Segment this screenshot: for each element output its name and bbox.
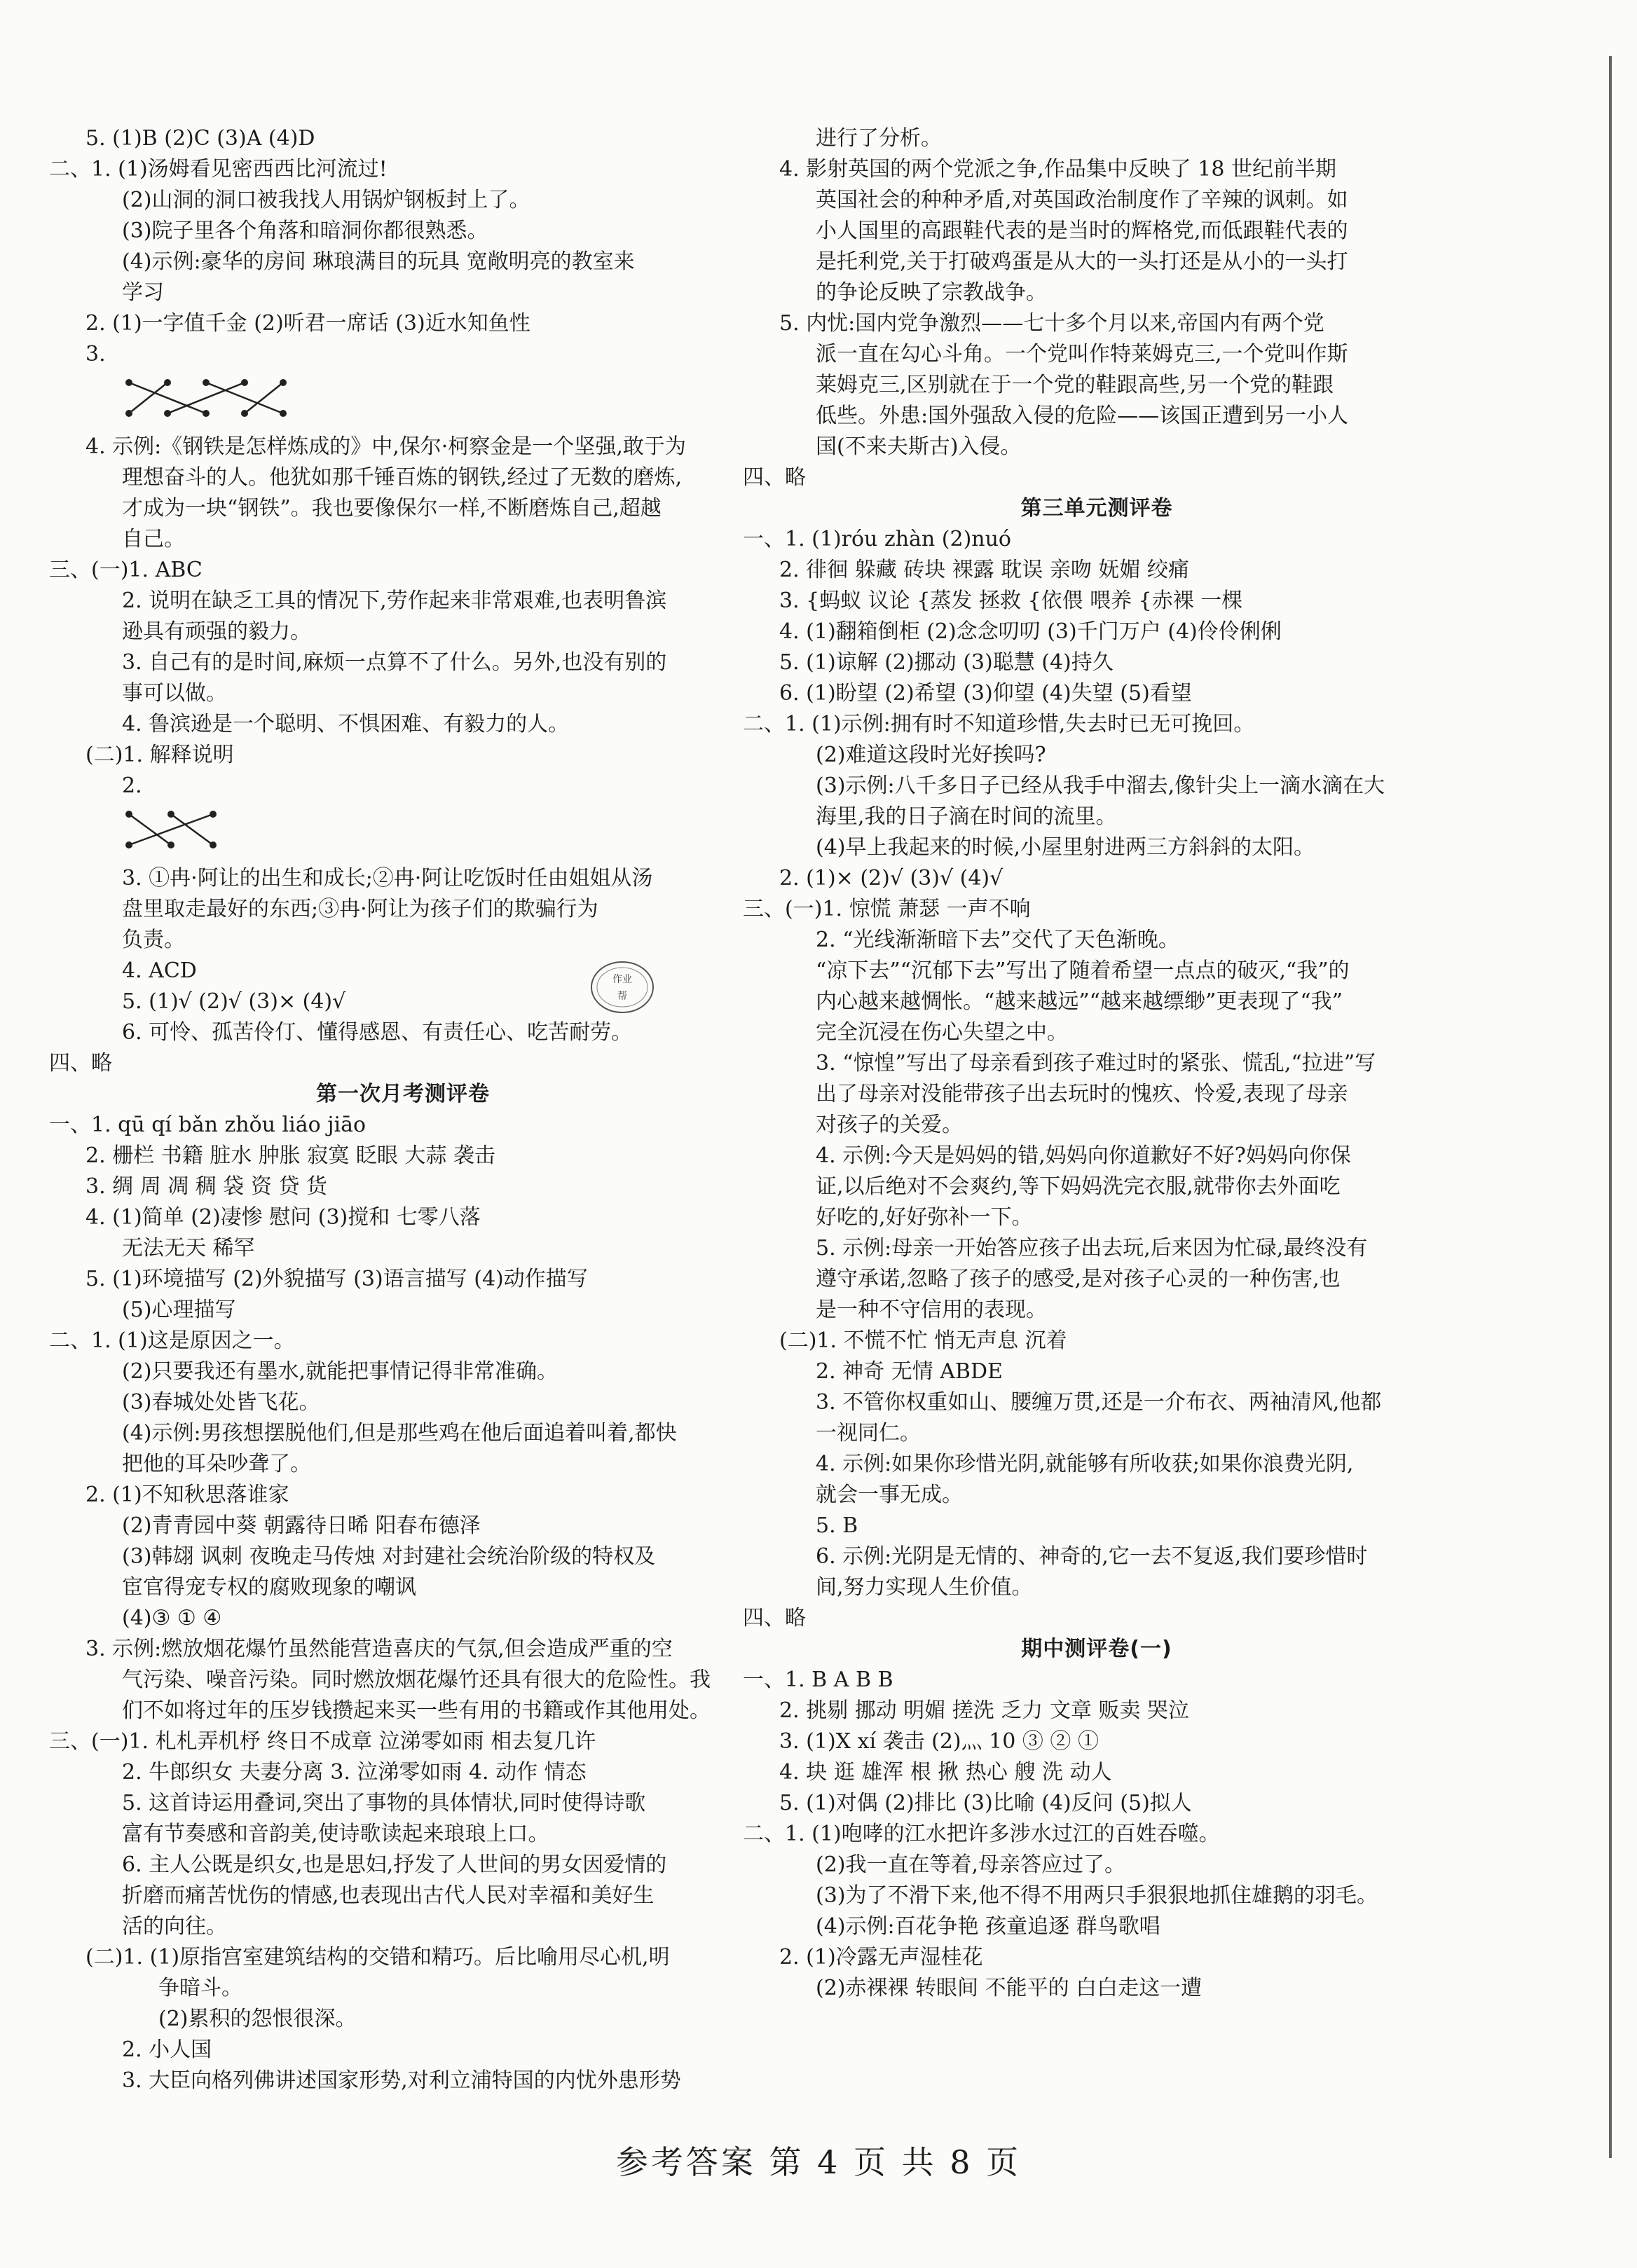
answer-line: 一、1. qū qí bǎn zhǒu liáo jiāo (49, 1113, 367, 1137)
answer-line: 6. (1)盼望 (2)希望 (3)仰望 (4)失望 (5)看望 (779, 681, 1192, 706)
answer-line: 三、(一)1. 札札弄机杼 终日不成章 泣涕零如雨 相去复几许 (49, 1729, 596, 1754)
answer-line: 理想奋斗的人。他犹如那千锤百炼的钢铁,经过了无数的磨炼, (122, 465, 683, 490)
answer-line: (3)春城处处皆飞花。 (122, 1390, 320, 1415)
section-heading: 第一次月考测评卷 (316, 1082, 490, 1106)
answer-line: 3. (85, 342, 106, 366)
answer-line: 一、1. (1)róu zhàn (2)nuó (743, 527, 1011, 551)
answer-line: 进行了分析。 (816, 126, 942, 151)
matching-line (206, 383, 283, 413)
answer-line: 间,努力实现人生价值。 (816, 1575, 1033, 1600)
answer-line: 海里,我的日子滴在时间的流里。 (816, 804, 1117, 829)
answer-line: 6. 示例:光阴是无情的、神奇的,它一去不复返,我们要珍惜时 (816, 1544, 1368, 1569)
answer-line: 一、1. B A B B (743, 1668, 893, 1692)
right-column (743, 123, 1451, 2004)
answer-line: 二、1. (1)这是原因之一。 (49, 1328, 295, 1353)
answer-line: 折磨而痛苦忧伤的情感,也表现出古代人民对幸福和美好生 (122, 1883, 655, 1908)
answer-line: 才成为一块“钢铁”。我也要像保尔一样,不断磨炼自己,超越 (122, 496, 662, 521)
answer-line: 2. (1)× (2)√ (3)√ (4)√ (779, 866, 1004, 891)
answer-line: (2)山洞的洞口被我找人用锅炉钢板封上了。 (122, 188, 530, 212)
matching-diagram-2 (122, 802, 290, 862)
answer-line: “凉下去”“沉郁下去”写出了随着希望一点点的破灭,“我”的 (816, 958, 1350, 983)
left-column (49, 123, 757, 2096)
matching-line (171, 814, 213, 845)
answer-line: 学习 (122, 280, 164, 305)
answer-line: 5. 内忧:国内党争激烈——七十多个月以来,帝国内有两个党 (779, 311, 1324, 336)
answer-line: 证,以后绝对不会爽约,等下妈妈洗完衣服,就带你去外面吃 (816, 1174, 1341, 1199)
answer-line: 出了母亲对没能带孩子出去玩时的愧疚、怜爱,表现了母亲 (816, 1082, 1348, 1106)
answer-line: 无法无天 稀罕 (122, 1236, 255, 1260)
answer-line: 3. {蚂蚁 议论 {蒸发 拯救 {依偎 喂养 {赤裸 一棵 (779, 589, 1243, 613)
matching-line (245, 383, 283, 413)
stamp-logo (589, 958, 656, 1016)
answer-line: 4. 示例:如果你珍惜光阴,就能够有所收获;如果你浪费光阴, (816, 1452, 1354, 1476)
answer-line: 3. 大臣向格列佛讲述国家形势,对利立浦特国的内忧外患形势 (122, 2068, 681, 2093)
answer-line: (二)1. 不慌不忙 悄无声息 沉着 (779, 1328, 1067, 1353)
answer-line: 2. (1)不知秋思落谁家 (85, 1483, 289, 1507)
answer-line: (5)心理描写 (122, 1298, 236, 1322)
section-heading: 第三单元测评卷 (1020, 496, 1173, 521)
answer-line: (2)难道这段时光好挨吗? (816, 743, 1046, 767)
matching-diagram-1-wrap (49, 370, 757, 432)
answer-line: 5. (1)环境描写 (2)外貌描写 (3)语言描写 (4)动作描写 (85, 1267, 588, 1291)
answer-line: 是托利党,关于打破鸡蛋是从大的一头打还是从小的一头打 (816, 249, 1348, 274)
answer-line: 5. (1)√ (2)√ (3)× (4)√ (122, 989, 346, 1014)
answer-line: (3)示例:八千多日子已经从我手中溜去,像针尖上一滴水滴在大 (816, 774, 1385, 798)
answer-line: 4. 示例:今天是妈妈的错,妈妈向你道歉好不好?妈妈向你保 (816, 1143, 1351, 1168)
answer-line: 内心越来越惆怅。“越来越远”“越来越缥缈”更表现了“我” (816, 989, 1343, 1014)
answer-line: 4. ACD (122, 958, 197, 983)
answer-line: 逊具有顽强的毅力。 (122, 619, 311, 644)
answer-line: (二)1. 解释说明 (85, 743, 234, 767)
answer-line: 一视同仁。 (816, 1421, 921, 1445)
answer-line: (3)院子里各个角落和暗洞你都很熟悉。 (122, 219, 488, 243)
answer-line: 争暗斗。 (158, 1976, 242, 2000)
matching-diagram-2-wrap (49, 802, 757, 863)
answer-line: (4)示例:男孩想摆脱他们,但是那些鸡在他后面追着叫着,都快 (122, 1421, 677, 1445)
answer-line: 二、1. (1)咆哮的江水把许多涉水过江的百姓吞噬。 (743, 1822, 1220, 1846)
answer-line: 4. 影射英国的两个党派之争,作品集中反映了 18 世纪前半期 (779, 157, 1336, 181)
answer-line: 就会一事无成。 (816, 1483, 963, 1507)
answer-line: 3. 自己有的是时间,麻烦一点算不了什么。另外,也没有别的 (122, 650, 667, 675)
answer-line: 完全沉浸在伤心失望之中。 (816, 1020, 1068, 1045)
answer-line: 3. “惊惶”写出了母亲看到孩子难过时的紧张、慌乱,“拉进”写 (816, 1051, 1376, 1075)
answer-line: 国(不来夫斯古)入侵。 (816, 434, 1022, 459)
answer-line: (3)为了不滑下来,他不得不用两只手狠狠地抓住雄鹅的羽毛。 (816, 1883, 1378, 1908)
answer-line: 2. 神奇 无情 ABDE (816, 1359, 1003, 1384)
answer-line: 5. B (816, 1513, 858, 1538)
answer-line: (4)示例:豪华的房间 琳琅满目的玩具 宽敞明亮的教室来 (122, 249, 635, 274)
svg-text:帮: 帮 (617, 991, 627, 1002)
answer-line: 2. (122, 774, 142, 798)
answer-line: 2. 说明在缺乏工具的情况下,劳作起来非常艰难,也表明鲁滨 (122, 589, 667, 613)
answer-line: 4. 示例:《钢铁是怎样炼成的》中,保尔·柯察金是一个坚强,敢于为 (85, 434, 686, 459)
answer-line: 自己。 (122, 527, 185, 551)
answer-line: 4. 鲁滨逊是一个聪明、不惧困难、有毅力的人。 (122, 712, 570, 736)
answer-line: 2. “光线渐渐暗下去”交代了天色渐晚。 (816, 928, 1179, 952)
answer-line: 把他的耳朵吵聋了。 (122, 1452, 311, 1476)
answer-line: 3. 不管你权重如山、腰缠万贯,还是一介布衣、两袖清风,他都 (816, 1390, 1382, 1415)
matching-diagram-1 (122, 370, 290, 430)
answer-line: 低些。外患:国外强敌入侵的危险——该国正遭到另一小人 (816, 404, 1349, 428)
answer-line: 2. (1)冷露无声湿桂花 (779, 1945, 983, 1970)
answer-line: (2)青青园中葵 朝露待日晞 阳春布德泽 (122, 1513, 481, 1538)
answer-line: (二)1. (1)原指宫室建筑结构的交错和精巧。后比喻用尽心机,明 (85, 1945, 670, 1970)
section-heading: 期中测评卷(一) (1021, 1637, 1172, 1661)
answer-line: 4. (1)简单 (2)凄惨 慰问 (3)搅和 七零八落 (85, 1205, 481, 1230)
answer-line: 5. (1)谅解 (2)挪动 (3)聪慧 (4)持久 (779, 650, 1114, 675)
svg-text:作业: 作业 (612, 974, 632, 985)
answer-line: 2. 栅栏 书籍 脏水 肿胀 寂寞 眨眼 大蒜 袭击 (85, 1143, 495, 1168)
answer-line: 3. ①冉·阿让的出生和成长;②冉·阿让吃饭时任由姐姐从汤 (122, 866, 653, 891)
answer-line: 3. 示例:燃放烟花爆竹虽然能营造喜庆的气氛,但会造成严重的空 (85, 1637, 673, 1661)
answer-line: 3. 绸 周 凋 稠 袋 资 贷 货 (85, 1174, 327, 1199)
answer-line: 活的向往。 (122, 1914, 227, 1939)
answer-line: 的争论反映了宗教战争。 (816, 280, 1047, 305)
answer-line: 派一直在勾心斗角。一个党叫作特莱姆克三,一个党叫作斯 (816, 342, 1348, 366)
matching-line (129, 383, 167, 413)
answer-line: 3. (1)X xí 袭击 (2)灬 10 ③ ② ① (779, 1729, 1099, 1754)
answer-line: 盘里取走最好的东西;③冉·阿让为孩子们的欺骗行为 (122, 897, 598, 921)
answer-line: 四、略 (743, 465, 806, 490)
answer-line: 5. 示例:母亲一开始答应孩子出去玩,后来因为忙碌,最终没有 (816, 1236, 1368, 1260)
answer-line: (4)③ ① ④ (122, 1606, 222, 1630)
answer-line: 三、(一)1. ABC (49, 558, 203, 582)
answer-line: 5. (1)B (2)C (3)A (4)D (85, 126, 315, 151)
answer-line: 2. 小人国 (122, 2037, 212, 2062)
answer-line: 5. 这首诗运用叠词,突出了事物的具体情状,同时使得诗歌 (122, 1791, 646, 1815)
answer-line: 2. 牛郎织女 夫妻分离 3. 泣涕零如雨 4. 动作 情态 (122, 1760, 587, 1785)
answer-line: 小人国里的高跟鞋代表的是当时的辉格党,而低跟鞋代表的 (816, 219, 1348, 243)
answer-line: 6. 可怜、孤苦伶仃、懂得感恩、有责任心、吃苦耐劳。 (122, 1020, 633, 1045)
answer-line: 气污染、噪音污染。同时燃放烟花爆竹还具有很大的危险性。我 (122, 1668, 711, 1692)
answer-line: (4)早上我起来的时候,小屋里射进两三方斜斜的太阳。 (816, 835, 1315, 860)
answer-line: (2)我一直在等着,母亲答应过了。 (816, 1853, 1126, 1877)
answer-line: 宦官得宠专权的腐败现象的嘲讽 (122, 1575, 416, 1600)
answer-line: 莱姆克三,区别就在于一个党的鞋跟高些,另一个党的鞋跟 (816, 373, 1334, 397)
answer-line: 二、1. (1)示例:拥有时不知道珍惜,失去时已无可挽回。 (743, 712, 1255, 736)
matching-line (129, 814, 171, 845)
answer-line: 2. 徘徊 躲藏 砖块 裸露 耽误 亲吻 妩媚 绞痛 (779, 558, 1189, 582)
matching-line (167, 383, 245, 413)
answer-line: (4)示例:百花争艳 孩童追逐 群鸟歌唱 (816, 1914, 1160, 1939)
answer-line: 负责。 (122, 928, 185, 952)
answer-line: 二、1. (1)汤姆看见密西西比河流过! (49, 157, 388, 181)
answer-line: 对孩子的关爱。 (816, 1113, 963, 1137)
answer-line: 4. (1)翻箱倒柜 (2)念念叨叨 (3)千门万户 (4)伶伶俐俐 (779, 619, 1282, 644)
answer-line: 们不如将过年的压岁钱攒起来买一些有用的书籍或作其他用处。 (122, 1698, 711, 1723)
answer-line: 2. (1)一字值千金 (2)听君一席话 (3)近水知鱼性 (85, 311, 530, 336)
answer-line: 5. (1)对偶 (2)排比 (3)比喻 (4)反问 (5)拟人 (779, 1791, 1192, 1815)
answer-line: 三、(一)1. 惊慌 萧瑟 一声不响 (743, 897, 1031, 921)
answer-line: 四、略 (49, 1051, 112, 1075)
answer-line: 富有节奏感和音韵美,使诗歌读起来琅琅上口。 (122, 1822, 549, 1846)
matching-line (129, 383, 206, 413)
answer-line: (2)累积的怨恨很深。 (158, 2007, 357, 2031)
answer-line: 好吃的,好好弥补一下。 (816, 1205, 1033, 1230)
scan-edge-line (1609, 56, 1612, 2158)
matching-line (129, 814, 213, 845)
answer-line: 事可以做。 (122, 681, 227, 706)
answer-line: (2)赤裸裸 转眼间 不能平的 白白走这一遭 (816, 1976, 1203, 2000)
page-footer: 参考答案 第 4 页 共 8 页 (615, 2143, 1022, 2181)
answer-line: 英国社会的种种矛盾,对英国政治制度作了辛辣的讽刺。如 (816, 188, 1348, 212)
answer-line: 4. 块 逛 雄浑 根 揪 热心 艘 洗 动人 (779, 1760, 1112, 1785)
answer-line: (3)韩翃 讽刺 夜晚走马传烛 对封建社会统治阶级的特权及 (122, 1544, 656, 1569)
answer-line: 6. 主人公既是织女,也是思妇,抒发了人世间的男女因爱情的 (122, 1853, 667, 1877)
answer-line: 是一种不守信用的表现。 (816, 1298, 1047, 1322)
answer-line: 四、略 (743, 1606, 806, 1630)
answer-line: 2. 挑剔 挪动 明媚 搓洗 乏力 文章 贩卖 哭泣 (779, 1698, 1189, 1723)
answer-line: (2)只要我还有墨水,就能把事情记得非常准确。 (122, 1359, 559, 1384)
answer-line: 遵守承诺,忽略了孩子的感受,是对孩子心灵的一种伤害,也 (816, 1267, 1341, 1291)
